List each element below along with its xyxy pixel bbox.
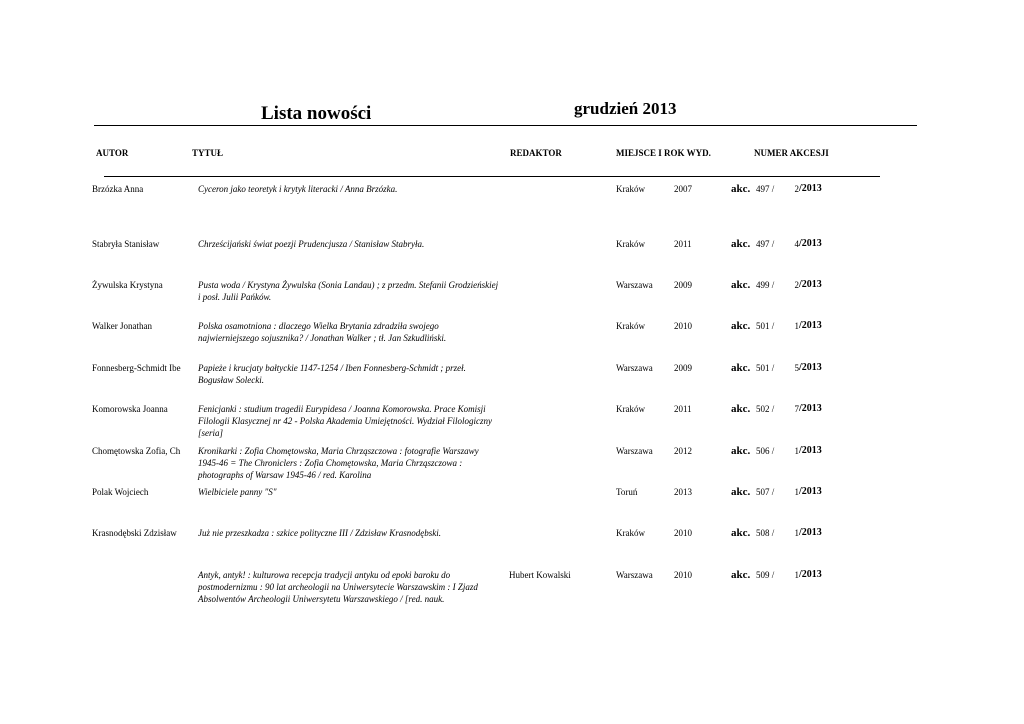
column-header-place-year: MIEJSCE I ROK WYD. <box>616 148 711 158</box>
accession-seq: 4 <box>794 239 799 249</box>
year-cell: 2013 <box>674 487 692 497</box>
table-row <box>0 445 1024 485</box>
accession-seq: 7 <box>794 404 799 414</box>
accession-year: /2013 <box>799 320 822 331</box>
page-title: Lista nowości <box>261 103 372 124</box>
author-cell: Walker Jonathan <box>92 321 153 331</box>
header-rule <box>104 176 880 177</box>
author-cell: Polak Wojciech <box>92 487 149 497</box>
table-row <box>0 183 1024 223</box>
year-cell: 2012 <box>674 446 692 456</box>
column-header-title: TYTUŁ <box>192 148 224 158</box>
year-cell: 2009 <box>674 280 692 290</box>
place-cell: Kraków <box>616 528 645 538</box>
accession-number: 497 / <box>756 184 775 194</box>
column-header-author: AUTOR <box>96 148 129 158</box>
akc-label: akc. <box>731 403 751 415</box>
place-cell: Kraków <box>616 404 645 414</box>
table-row <box>0 279 1024 319</box>
table-row <box>0 403 1024 443</box>
accession-number: 499 / <box>756 280 775 290</box>
place-cell: Warszawa <box>616 280 653 290</box>
title-cell: Papieże i krucjaty bałtyckie 1147-1254 / Iben Fonnesberg-Schmidt ; przeł. Bogusław Solecki. <box>198 363 466 385</box>
table-row <box>0 320 1024 360</box>
accession-seq: 5 <box>794 363 799 373</box>
accession-seq: 1 <box>794 446 799 456</box>
title-cell: Cyceron jako teoretyk i krytyk literacki / Anna Brzózka. <box>198 184 398 194</box>
akc-label: akc. <box>731 527 751 539</box>
title-cell: Już nie przeszkadza : szkice polityczne III / Zdzisław Krasnodębski. <box>198 528 441 538</box>
table-row <box>0 569 1024 609</box>
place-cell: Kraków <box>616 184 645 194</box>
place-cell: Kraków <box>616 239 645 249</box>
akc-label: akc. <box>731 320 751 332</box>
akc-label: akc. <box>731 183 751 195</box>
place-cell: Kraków <box>616 321 645 331</box>
table-row <box>0 362 1024 402</box>
accession-seq: 2 <box>794 184 799 194</box>
page-month: grudzień 2013 <box>574 99 677 118</box>
table-row <box>0 527 1024 567</box>
column-header-editor: REDAKTOR <box>510 148 562 158</box>
accession-seq: 1 <box>794 528 799 538</box>
accession-year: /2013 <box>799 445 822 456</box>
place-cell: Warszawa <box>616 363 653 373</box>
editor-cell: Hubert Kowalski <box>509 570 571 580</box>
year-cell: 2011 <box>674 239 692 249</box>
accession-year: /2013 <box>799 238 822 249</box>
title-cell: Chrześcijański świat poezji Prudencjusza / Stanisław Stabryła. <box>198 239 425 249</box>
title-cell: Kronikarki : Zofia Chomętowska, Maria Chrząszczowa : fotografie Warszawy 1945-46 = The Chroniclers : Zofia Chomętowska, Maria Chrząszczowa : photographs of Warsaw 1945-46 / red. Karolina <box>198 446 479 480</box>
year-cell: 2009 <box>674 363 692 373</box>
place-cell: Warszawa <box>616 446 653 456</box>
author-cell: Chomętowska Zofia, Ch <box>92 446 181 456</box>
year-cell: 2010 <box>674 570 692 580</box>
akc-label: akc. <box>731 279 751 291</box>
accession-year: /2013 <box>799 527 822 538</box>
title-rule <box>94 125 917 126</box>
akc-label: akc. <box>731 362 751 374</box>
accession-year: /2013 <box>799 183 822 194</box>
accession-year: /2013 <box>799 569 822 580</box>
title-cell: Fenicjanki : studium tragedii Eurypidesa / Joanna Komorowska. Prace Komisji Filologii Klasycznej nr 42 - Polska Akademia Umiejętności. Wydział Filologiczny [seria] <box>198 404 492 438</box>
place-cell: Warszawa <box>616 570 653 580</box>
author-cell: Stabryła Stanisław <box>92 239 160 249</box>
accession-number: 508 / <box>756 528 775 538</box>
accession-number: 507 / <box>756 487 775 497</box>
akc-label: akc. <box>731 569 751 581</box>
title-cell: Pusta woda / Krystyna Żywulska (Sonia Landau) ; z przedm. Stefanii Grodzieńskiej i posł. Julii Pańków. <box>198 280 499 302</box>
title-cell: Polska osamotniona : dlaczego Wielka Brytania zdradziła swojego najwierniejszego sojusznika? / Jonathan Walker ; tł. Jan Szkudliński. <box>198 321 447 343</box>
accession-seq: 1 <box>794 321 799 331</box>
accession-seq: 1 <box>794 570 799 580</box>
accession-year: /2013 <box>799 362 822 373</box>
year-cell: 2010 <box>674 321 692 331</box>
accession-number: 509 / <box>756 570 775 580</box>
author-cell: Fonnesberg-Schmidt Ibe <box>92 363 181 373</box>
akc-label: akc. <box>731 486 751 498</box>
author-cell: Brzózka Anna <box>92 184 144 194</box>
title-cell: Antyk, antyk! : kulturowa recepcja tradycji antyku od epoki baroku do postmodernizmu : 90 lat archeologii na Uniwersytecie Warszawskim : I Zjazd Absolwentów Archeologii Uniwersytetu Warszawskiego / [red. nauk. <box>198 570 478 604</box>
year-cell: 2011 <box>674 404 692 414</box>
column-header-accession: NUMER AKCESJI <box>754 148 829 158</box>
accession-year: /2013 <box>799 279 822 290</box>
accession-seq: 2 <box>794 280 799 290</box>
table-row <box>0 486 1024 526</box>
akc-label: akc. <box>731 238 751 250</box>
accession-number: 502 / <box>756 404 775 414</box>
author-cell: Krasnodębski Zdzisław <box>92 528 177 538</box>
author-cell: Komorowska Joanna <box>92 404 168 414</box>
table-row <box>0 238 1024 278</box>
place-cell: Toruń <box>616 487 638 497</box>
author-cell: Żywulska Krystyna <box>92 280 163 290</box>
accession-seq: 1 <box>794 487 799 497</box>
accession-year: /2013 <box>799 486 822 497</box>
accession-number: 501 / <box>756 363 775 373</box>
accession-year: /2013 <box>799 403 822 414</box>
accession-number: 506 / <box>756 446 775 456</box>
akc-label: akc. <box>731 445 751 457</box>
year-cell: 2007 <box>674 184 692 194</box>
accession-number: 497 / <box>756 239 775 249</box>
accession-number: 501 / <box>756 321 775 331</box>
title-cell: Wielbiciele panny "S" <box>198 487 277 497</box>
year-cell: 2010 <box>674 528 692 538</box>
